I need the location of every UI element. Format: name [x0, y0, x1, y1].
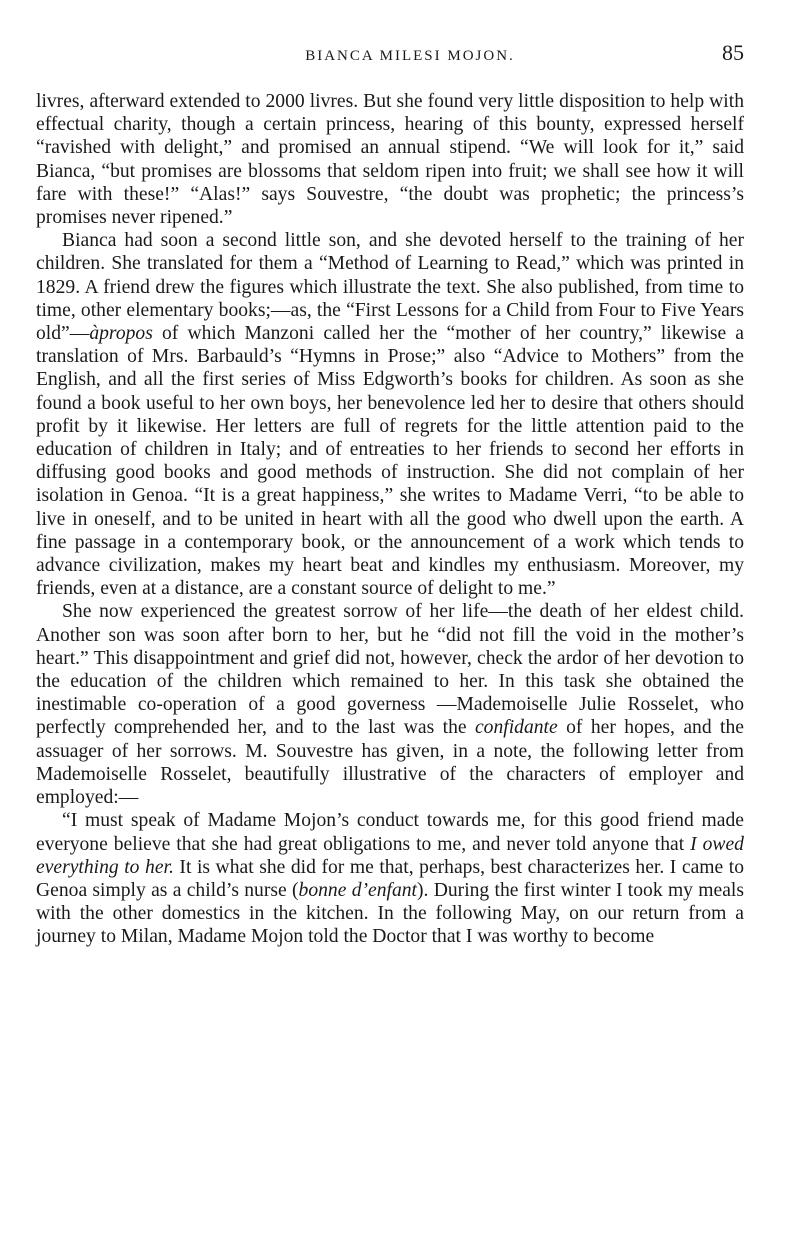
text-run: ). During the first winter I took my meals with the other domestics in the kitchen. In the following May, on our return from a journey to Milan, Madame Mojon told the Doctor that I was worthy to become — [36, 879, 744, 948]
text-run: Bianca had soon a second little son, and she devoted herself to the training of her children. She translated for them a “Method of Learning to Read,” which was printed in 1829. A friend drew the figures which illustrate the text. She also published, from time to time, other elementary books;—as, the “First Lessons for a Child from Four to Five Years old”— — [36, 230, 744, 345]
italic-run: confidante — [474, 717, 558, 739]
text-run: of her hopes, and the assuager of her sorrows. M. Souvestre has given, in a note, the following letter from Mademoiselle Rosselet, beautifully illustrative of the characters of employer and employed:— — [36, 717, 744, 809]
text-run: livres, afterward extended to 2000 livres. But she found very little disposition to help with effectual charity, though a certain princess, hearing of this bounty, expressed herself “ravished with delight,” and promised an annual stipend. “We will look for it,” said Bianca, “but promises are blossoms that seldom ripen into fruit; we shall see how it will fare with these!” “Alas!” says Souvestre, “the doubt was prophetic; the princess’s promises never ripened.” — [36, 91, 744, 229]
text-run: She now experienced the greatest sorrow of her life—the death of her eldest child. Another son was soon after born to her, but he “did not fill the void in the mother’s heart.” This disappointment and grief did not, however, check the ardor of her devotion to the education of the children which remained to her. In this task she obtained the inestimable co-operation of a good governess —Mademoiselle Julie Rosselet, who perfectly comprehended her, and to the last was the — [36, 601, 744, 739]
body-text — [36, 90, 744, 949]
page-number: 85 — [722, 40, 744, 65]
paragraph — [36, 600, 744, 809]
italic-run: àpropos — [89, 323, 153, 345]
text-run: of which Manzoni called her the “mother of her country,” likewise a translation of Mrs. Barbauld’s “Hymns in Prose;” also “Advice to Mothers” from the English, and all the first series of Miss Edgworth’s books for children. As soon as she found a book useful to her own boys, her benevolence led her to desire that others should profit by it likewise. Her letters are full of regrets for the little attention paid to the education of children in Italy; and of entreaties to her friends to second her efforts in diffusing good books and good methods of instruction. She did not complain of her isolation in Genoa. “It is a great happiness,” she writes to Madame Verri, “to be able to live in oneself, and to be united in heart with all the good who dwell upon the earth. A fine passage in a contemporary book, or the announcement of a work which tends to advance civilization, makes my heart beat and kindles my enthusiasm. Moreover, my friends, even at a distance, are a constant source of delight to me.” — [36, 323, 744, 600]
running-header — [36, 40, 744, 74]
text-run: It is what she did for me that, perhaps, best characterizes her. I came to Genoa simply as a child’s nurse ( — [36, 856, 744, 901]
italic-run: bonne d’enfant — [298, 879, 417, 901]
running-title: BIANCA MILESI MOJON. — [305, 48, 515, 64]
italic-run: I owed everything to her. — [36, 833, 744, 878]
paragraph — [36, 809, 744, 948]
paragraph — [36, 90, 744, 229]
paragraph — [36, 229, 744, 600]
text-run: “I must speak of Madame Mojon’s conduct towards me, for this good friend made everyone believe that she had great obligations to me, and never told anyone that — [36, 810, 744, 855]
